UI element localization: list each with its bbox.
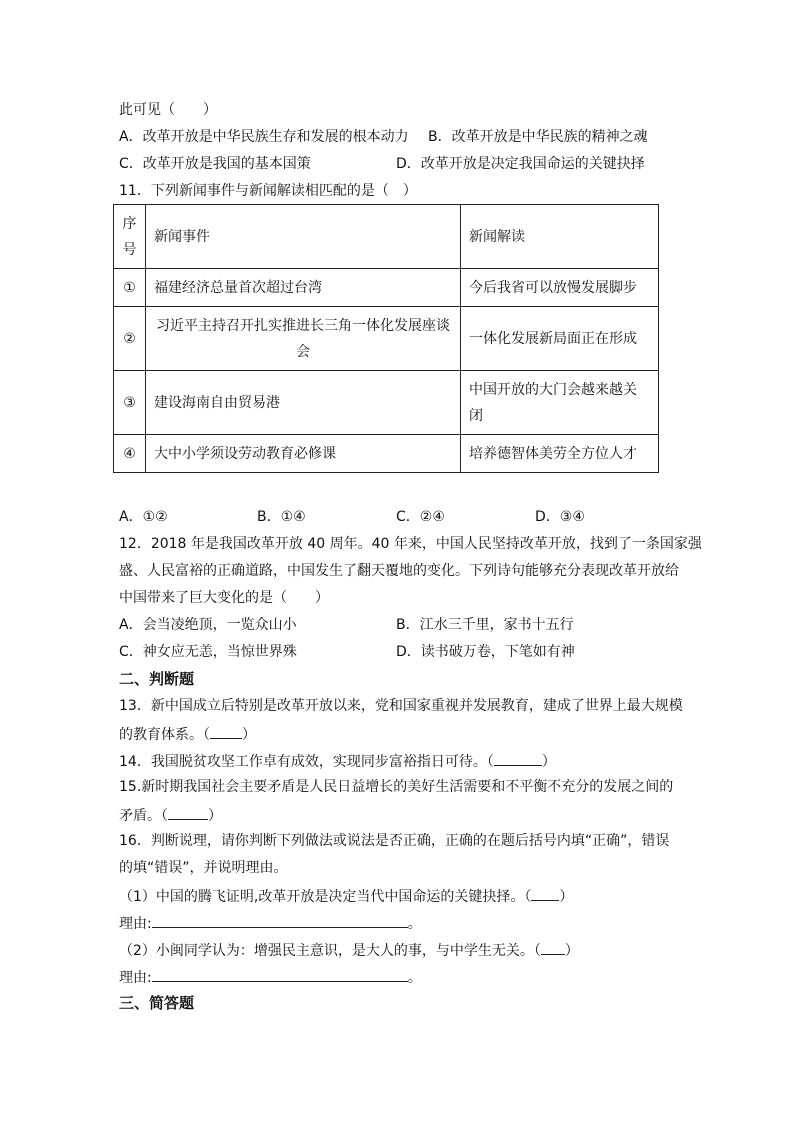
- q15-line-1: 15.新时期我国社会主要矛盾是人民日益增长的美好生活需要和不平衡不充分的发展之间的: [119, 779, 674, 795]
- q14-answer-blank[interactable]: [494, 751, 542, 766]
- q11-option-b: B．①④: [257, 509, 306, 525]
- q16-sub2-text: （2）小闽同学认为：增强民主意识，是大人的事，与中学生无关。（: [119, 943, 541, 959]
- reason-end: 。: [407, 970, 422, 986]
- row-event: 建设海南自由贸易港: [146, 371, 461, 435]
- q13-answer-blank[interactable]: [210, 724, 242, 739]
- q12-option-d: D．读书破万卷，下笔如有神: [396, 644, 575, 660]
- row-reading: 今后我省可以放慢发展脚步: [461, 269, 659, 307]
- q11-option-d: D．③④: [535, 509, 585, 525]
- q16-sub2: [119, 940, 579, 960]
- q14-text: 14．我国脱贫攻坚工作卓有成效，实现同步富裕指日可待。（: [119, 754, 494, 770]
- q11-option-c: C．②④: [396, 509, 445, 525]
- q13-bracket-close: ）: [242, 727, 256, 743]
- q16-sub1-reason-blank[interactable]: [152, 913, 408, 928]
- row-num: ④: [114, 435, 146, 473]
- q16-sub2-reason: [119, 967, 422, 987]
- q16-sub1-answer-blank[interactable]: [531, 886, 559, 901]
- q13-text: 的教育体系。（: [119, 727, 210, 743]
- row-num: ②: [114, 307, 146, 371]
- q11-stem: 11．下列新闻事件与新闻解读相匹配的是（ ）: [119, 183, 417, 199]
- q10-option-d: D．改革开放是决定我国命运的关键抉择: [396, 156, 645, 172]
- q15-answer-blank[interactable]: [168, 805, 208, 820]
- q14-line: [119, 751, 556, 771]
- table-row: [114, 269, 659, 307]
- q16-sub2-reason-blank[interactable]: [152, 967, 408, 982]
- q14-bracket-close: ）: [541, 754, 556, 770]
- q16-line-1: 16．判断说理，请你判断下列做法或说法是否正确，正确的在题后括号内填“正确”，错误: [119, 833, 670, 849]
- row-reading: 培养德智体美劳全方位人才: [461, 435, 659, 473]
- q13-line-2: [119, 724, 256, 744]
- q12-line-3: 中国带来了巨大变化的是（ ）: [119, 590, 329, 606]
- q15-text: 矛盾。（: [119, 808, 168, 824]
- reason-end: 。: [407, 916, 422, 932]
- table-row: [114, 307, 659, 371]
- q10-option-c: C．改革开放是我国的基本国策: [119, 156, 311, 172]
- q13-line-1: 13．新中国成立后特别是改革开放以来，党和国家重视并发展教育，建成了世界上最大规模: [119, 698, 683, 714]
- q12-line-2: 盛、人民富裕的正确道路，中国发生了翻天覆地的变化。下列诗句能够充分表现改革开放给: [119, 563, 679, 579]
- q12-option-a: A．会当凌绝顶，一览众山小: [119, 617, 297, 633]
- table-row: [114, 371, 659, 435]
- q10-option-b: B．改革开放是中华民族的精神之魂: [428, 129, 648, 145]
- row-num: ①: [114, 269, 146, 307]
- row-event: 福建经济总量首次超过台湾: [146, 269, 461, 307]
- q16-line-2: 的填“错误”，并说明理由。: [119, 860, 288, 876]
- q12-line-1: 12．2018 年是我国改革开放 40 周年。40 年来，中国人民坚持改革开放，找到了一条国家强: [119, 536, 702, 552]
- q16-sub1-text: （1）中国的腾飞证明,改革开放是决定当代中国命运的关键抉择。（: [119, 889, 532, 905]
- q10-tail: 此可见（ ）: [119, 102, 217, 118]
- q16-sub1-reason: [119, 913, 422, 933]
- q11-option-a: A．①②: [119, 509, 168, 525]
- header-event: 新闻事件: [146, 205, 461, 269]
- row-event: 大中小学须设劳动教育必修课: [146, 435, 461, 473]
- q16-sub2-bracket-close: ）: [564, 943, 579, 959]
- header-reading: 新闻解读: [461, 205, 659, 269]
- q16-sub1-bracket-close: ）: [559, 889, 574, 905]
- q16-sub1: [119, 886, 573, 906]
- table-header-row: [114, 205, 659, 269]
- row-reading: 中国开放的大门会越来越关闭: [461, 371, 659, 435]
- row-event: 习近平主持召开扎实推进长三角一体化发展座谈会: [146, 307, 461, 371]
- section-short-answer-heading: 三、简答题: [119, 994, 195, 1012]
- row-num: ③: [114, 371, 146, 435]
- table-row: [114, 435, 659, 473]
- q15-bracket-close: ）: [208, 808, 222, 824]
- q12-option-b: B．江水三千里，家书十五行: [396, 617, 574, 633]
- news-table: [113, 204, 659, 473]
- row-reading: 一体化发展新局面正在形成: [461, 307, 659, 371]
- q12-option-c: C．神女应无恙，当惊世界殊: [119, 644, 297, 660]
- q15-line-2: [119, 805, 222, 825]
- section-judgment-heading: 二、判断题: [119, 670, 195, 688]
- reason-label: 理由:: [119, 916, 152, 932]
- q10-option-a: A．改革开放是中华民族生存和发展的根本动力: [119, 129, 409, 145]
- reason-label: 理由:: [119, 970, 152, 986]
- q16-sub2-answer-blank[interactable]: [541, 940, 565, 955]
- header-num: 序号: [114, 205, 146, 269]
